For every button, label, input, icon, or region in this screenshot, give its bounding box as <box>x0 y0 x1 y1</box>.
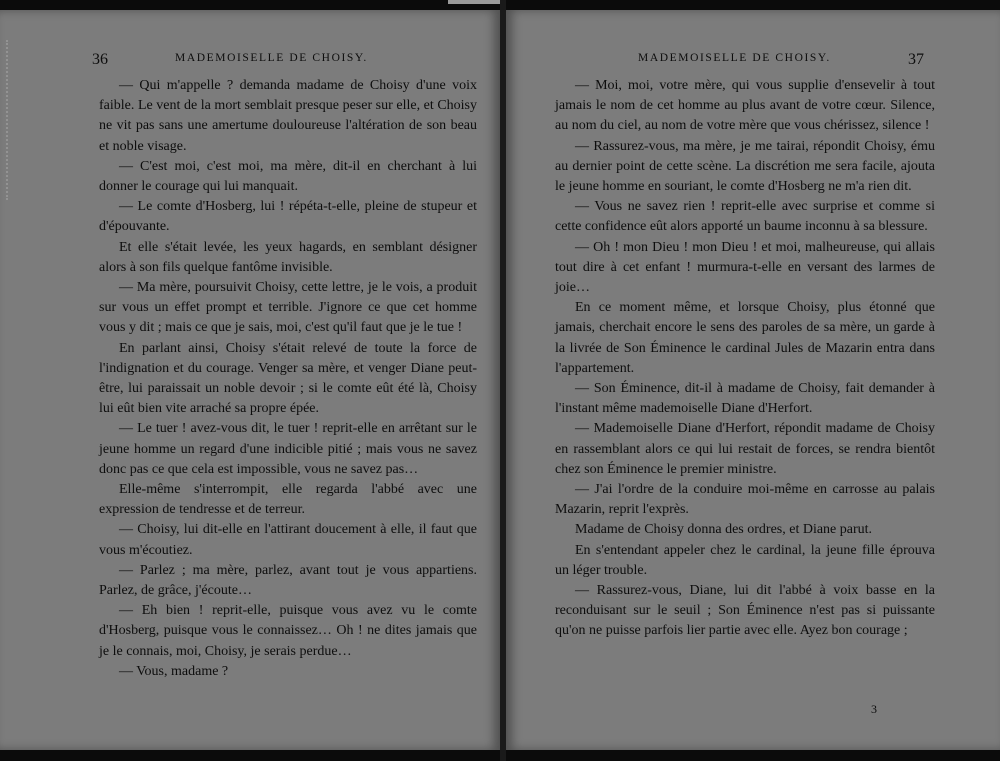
paragraph: — Moi, moi, votre mère, qui vous supplie d'ensevelir à tout jamais le nom de cet homme au plus avant de votre cœur. Silence, au nom du ciel, au nom de votre mère que vous chérissez, silence ! <box>555 78 935 134</box>
paragraph: — Vous ne savez rien ! reprit-elle avec surprise et comme si cette confidence eût alors apporté un baume inconnu à sa blessure. <box>555 199 935 235</box>
paragraph: — Oh ! mon Dieu ! mon Dieu ! et moi, malheureuse, qui allais tout dire à cet enfant ! murmura-t-elle en versant des larmes de joie… <box>555 239 935 296</box>
paragraph: — Eh bien ! reprit-elle, puisque vous avez vu le comte d'Hosberg, puisque vous le connaissez… Oh ! ne dites jamais que je le connais, moi, Choisy, je serais perdue… <box>99 603 477 659</box>
top-edge-mark <box>448 0 504 4</box>
right-body-text <box>555 76 935 642</box>
paragraph: En ce moment même, et lorsque Choisy, plus étonné que jamais, cherchait encore le sens des paroles de sa mère, un garde à la livrée de Son Éminence le cardinal Jules de Mazarin entra dans l'appartement. <box>555 300 935 376</box>
right-page-number: 37 <box>908 51 924 68</box>
paragraph: Madame de Choisy donna des ordres, et Diane parut. <box>575 522 873 538</box>
paragraph: En parlant ainsi, Choisy s'était relevé de toute la force de l'indignation et du courage. Venger sa mère, et venger Diane peut-être, lui paraissait un noble devoir ; si le comte eût été là, Choisy lui eût bien vite arraché sa propre épée. <box>99 340 477 417</box>
left-page-number: 36 <box>92 51 108 68</box>
paragraph: — Le tuer ! avez-vous dit, le tuer ! reprit-elle en arrêtant sur le jeune homme un regard d'une indicible pitié ; mais vous ne savez donc pas ce que cela est impossible, vous ne savez pas… <box>99 421 477 477</box>
paragraph: — Rassurez-vous, ma mère, je me tairai, répondit Choisy, ému au dernier point de cette scène. La discrétion me sera facile, ajouta le jeune homme en souriant, le comte d'Hosberg ne m'a rien dit. <box>555 138 935 195</box>
right-running-head: MADEMOISELLE DE CHOISY. <box>638 52 831 64</box>
paragraph: — J'ai l'ordre de la conduire moi-même en carrosse au palais Mazarin, reprit l'exprès. <box>555 482 935 518</box>
paragraph: — Ma mère, poursuivit Choisy, cette lettre, je le vois, a produit sur vous un effet prompt et terrible. J'ignore ce que cet homme vous y dit ; mais ce que je sais, moi, c'est qu'il faut que je le tue ! <box>99 280 477 336</box>
paragraph: — Vous, madame ? <box>119 663 229 679</box>
left-running-head: MADEMOISELLE DE CHOISY. <box>175 52 368 64</box>
left-body-text <box>99 76 477 682</box>
paragraph: — Parlez ; ma mère, parlez, avant tout je vous appartiens. Parlez, de grâce, j'écoute… <box>99 562 477 599</box>
margin-specks <box>6 40 12 200</box>
paragraph: — Son Éminence, dit-il à madame de Choisy, fait demander à l'instant même mademoiselle Diane d'Herfort. <box>555 381 935 417</box>
left-page <box>0 10 500 750</box>
signature-mark: 3 <box>871 702 877 716</box>
paragraph: — Rassurez-vous, Diane, lui dit l'abbé à voix basse en la reconduisant sur le seuil ; Son Éminence n'est pas si puissante qu'on ne puisse parfois lier partie avec elle. Ayez bon courage ; <box>555 583 935 639</box>
paragraph: En s'entendant appeler chez le cardinal, la jeune fille éprouva un léger trouble. <box>555 542 935 578</box>
paragraph: — Qui m'appelle ? demanda madame de Choisy d'une voix faible. Le vent de la mort semblait presque peser sur elle, et Choisy ne vit pas sans une amertume douloureuse l'altération de son beau et noble visage. <box>99 78 477 154</box>
paragraph: — Le comte d'Hosberg, lui ! répéta-t-elle, pleine de stupeur et d'épouvante. <box>99 199 477 235</box>
paragraph: Elle-même s'interrompit, elle regarda l'abbé avec une expression de tendresse et de terreur. <box>99 482 477 518</box>
paragraph: Et elle s'était levée, les yeux hagards, en semblant désigner alors à son fils quelque fantôme invisible. <box>99 239 477 275</box>
paragraph: — C'est moi, c'est moi, ma mère, dit-il en cherchant à lui donner le courage qui lui manquait. <box>99 158 477 195</box>
right-page <box>506 10 1000 750</box>
paragraph: — Mademoiselle Diane d'Herfort, répondit madame de Choisy en rassemblant alors ce qui lui restait de forces, se rendra bientôt chez son Éminence le premier ministre. <box>555 421 935 477</box>
paragraph: — Choisy, lui dit-elle en l'attirant doucement à elle, il faut que vous m'écoutiez. <box>99 522 477 558</box>
